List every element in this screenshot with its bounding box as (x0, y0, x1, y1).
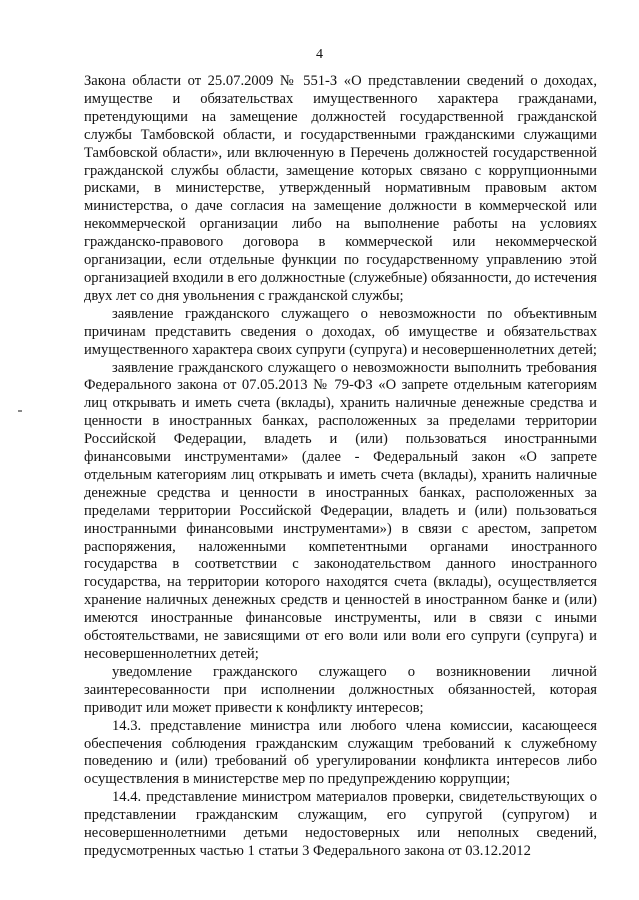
paragraph-3: заявление гражданского служащего о невозможности выполнить требования Федерального закона от 07.05.2013 № 79-ФЗ «О запрете отдельным категориям лиц открывать и иметь счета (вклады), хранить наличные денежные средства и ценности в иностранных банках, расположенных за пределами территории Российской Федерации, владеть и (или) пользоваться иностранными финансовыми инструментами» (далее - Федеральный закон «О запрете отдельным категориям лиц открывать и иметь счета (вклады), хранить наличные денежные средства и ценности в иностранных банках, расположенных за пределами территории Российской Федерации, владеть и (или) пользоваться иностранными финансовыми инструментами») в связи с арестом, запретом распоряжения, наложенными компетентными органами иностранного государства в соответствии с законодательством данного иностранного государства, на территории которого находятся счета (вклады), осуществляется хранение наличных денежных средств и ценностей в иностранном банке и (или) имеются иностранные финансовые инструменты, или в связи с иными обстоятельствами, не зависящими от его воли или воли его супруги (супруга) и несовершеннолетних детей; (84, 359, 597, 662)
paragraph-2: заявление гражданского служащего о невозможности по объективным причинам представить сведения о доходах, об имуществе и обязательствах имущественного характера своих супруги (супруга) и несовершеннолетних детей; (84, 305, 597, 358)
paragraph-1: Закона области от 25.07.2009 № 551-З «О представлении сведений о доходах, имуществе и обязательствах имущественного характера гражданами, претендующими на замещение должностей государственной гражданской службы Тамбовской области, и государственными гражданскими служащими Тамбовской области», или включенную в Перечень должностей государственной гражданской службы области, замещение которых связано с коррупционными рисками, в министерстве, утвержденный нормативным правовым актом министерства, о даче согласия на замещение должности в коммерческой или некоммерческой организации либо на выполнение работы на условиях гражданско-правового договора в коммерческой или некоммерческой организации, если отдельные функции по государственному управлению этой организацией входили в его должностные (служебные) обязанности, до истечения двух лет со дня увольнения с гражданской службы; (84, 73, 597, 304)
page-number: 4 (316, 47, 323, 62)
paragraph-5: 14.3. представление министра или любого члена комиссии, касающееся обеспечения соблюдения гражданским служащим требований к служебному поведению и (или) требований об урегулировании конфликта интересов либо осуществления в министерстве мер по предупреждению коррупции; (84, 717, 597, 788)
document-body (84, 73, 597, 861)
paragraph-6: 14.4. представление министром материалов проверки, свидетельствующих о представлении гражданским служащим, его супругой (супругом) и несовершеннолетними детьми недостоверных или неполных сведений, предусмотренных частью 1 статьи 3 Федерального закона от 03.12.2012 (84, 789, 597, 859)
paragraph-4: уведомление гражданского служащего о возникновении личной заинтересованности при исполнении должностных обязанностей, которая приводит или может привести к конфликту интересов; (84, 663, 597, 716)
margin-mark (18, 410, 22, 412)
